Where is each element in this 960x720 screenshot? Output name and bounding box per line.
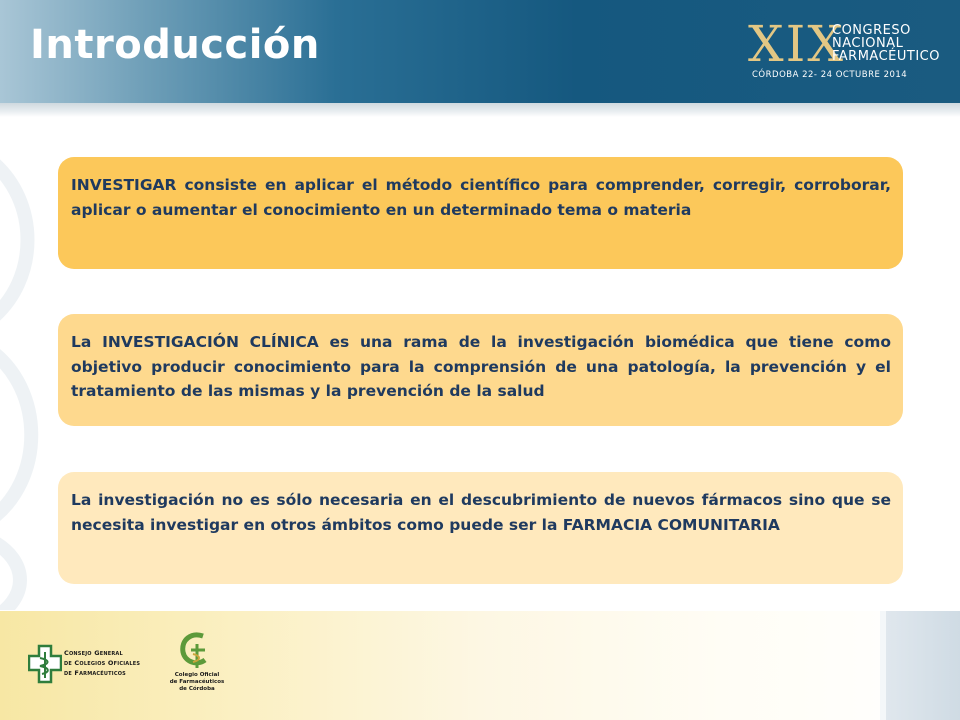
colegio-cordoba-logo <box>165 630 229 692</box>
logo-date: CÓRDOBA 22- 24 OCTUBRE 2014 <box>752 70 908 80</box>
box-2-lead: INVESTIGACIÓN CLÍNICA <box>102 333 319 351</box>
box-1-lead: INVESTIGAR <box>71 176 177 194</box>
congress-logo <box>748 15 948 84</box>
box-1-text <box>71 173 891 222</box>
colegio-line-1: Colegio Oficial <box>174 672 220 678</box>
consejo-line-2: de Colegios Oficiales <box>64 659 141 667</box>
colegio-emblem-icon <box>165 630 229 672</box>
box-2-text <box>71 330 891 404</box>
footer-corner-edge <box>880 611 886 720</box>
pharmacy-cross-icon <box>28 644 62 684</box>
background-watermark-icon <box>0 120 60 610</box>
box-3-text: La investigación no es sólo necesaria en el descubrimiento de nuevos fármacos sino que se necesita investigar en otros ámbitos como puede ser la FARMACIA COMUNITARIA <box>71 491 891 534</box>
logo-numeral: XIX <box>748 15 845 73</box>
page-title: Introducción <box>30 22 320 68</box>
definition-box-investigacion-clinica <box>58 314 903 426</box>
consejo-line-1: Consejo General <box>64 649 123 657</box>
colegio-line-3: de Córdoba <box>179 686 215 692</box>
colegio-line-2: de Farmacéuticos <box>169 679 225 685</box>
definition-box-investigar <box>58 157 903 269</box>
consejo-line-3: de Farmacéuticos <box>64 669 126 677</box>
consejo-general-logo <box>28 644 158 686</box>
footer-corner-panel <box>880 611 960 720</box>
header-shadow <box>0 103 960 117</box>
logo-line-2: NACIONAL <box>832 36 904 51</box>
box-2-body: es una rama de la investigación biomédica que tiene como objetivo producir conocimiento para la comprensión de una patología, la prevención y el tratamiento de las mismas y la prevención de la salud <box>71 333 891 400</box>
logo-text <box>832 24 940 63</box>
statement-box-farmacia-comunitaria <box>58 472 903 584</box>
consejo-general-text <box>64 648 140 678</box>
colegio-cordoba-text <box>165 672 229 693</box>
logo-line-1: CONGRESO <box>832 23 911 38</box>
logo-line-3: FARMACÉUTICO <box>832 49 940 64</box>
box-2-prefix: La <box>71 333 103 351</box>
header-bar <box>0 0 960 103</box>
box-1-body: consiste en aplicar el método científico para comprender, corregir, corroborar, aplicar o aumentar el conocimiento en un determinado tema o materia <box>71 176 891 219</box>
